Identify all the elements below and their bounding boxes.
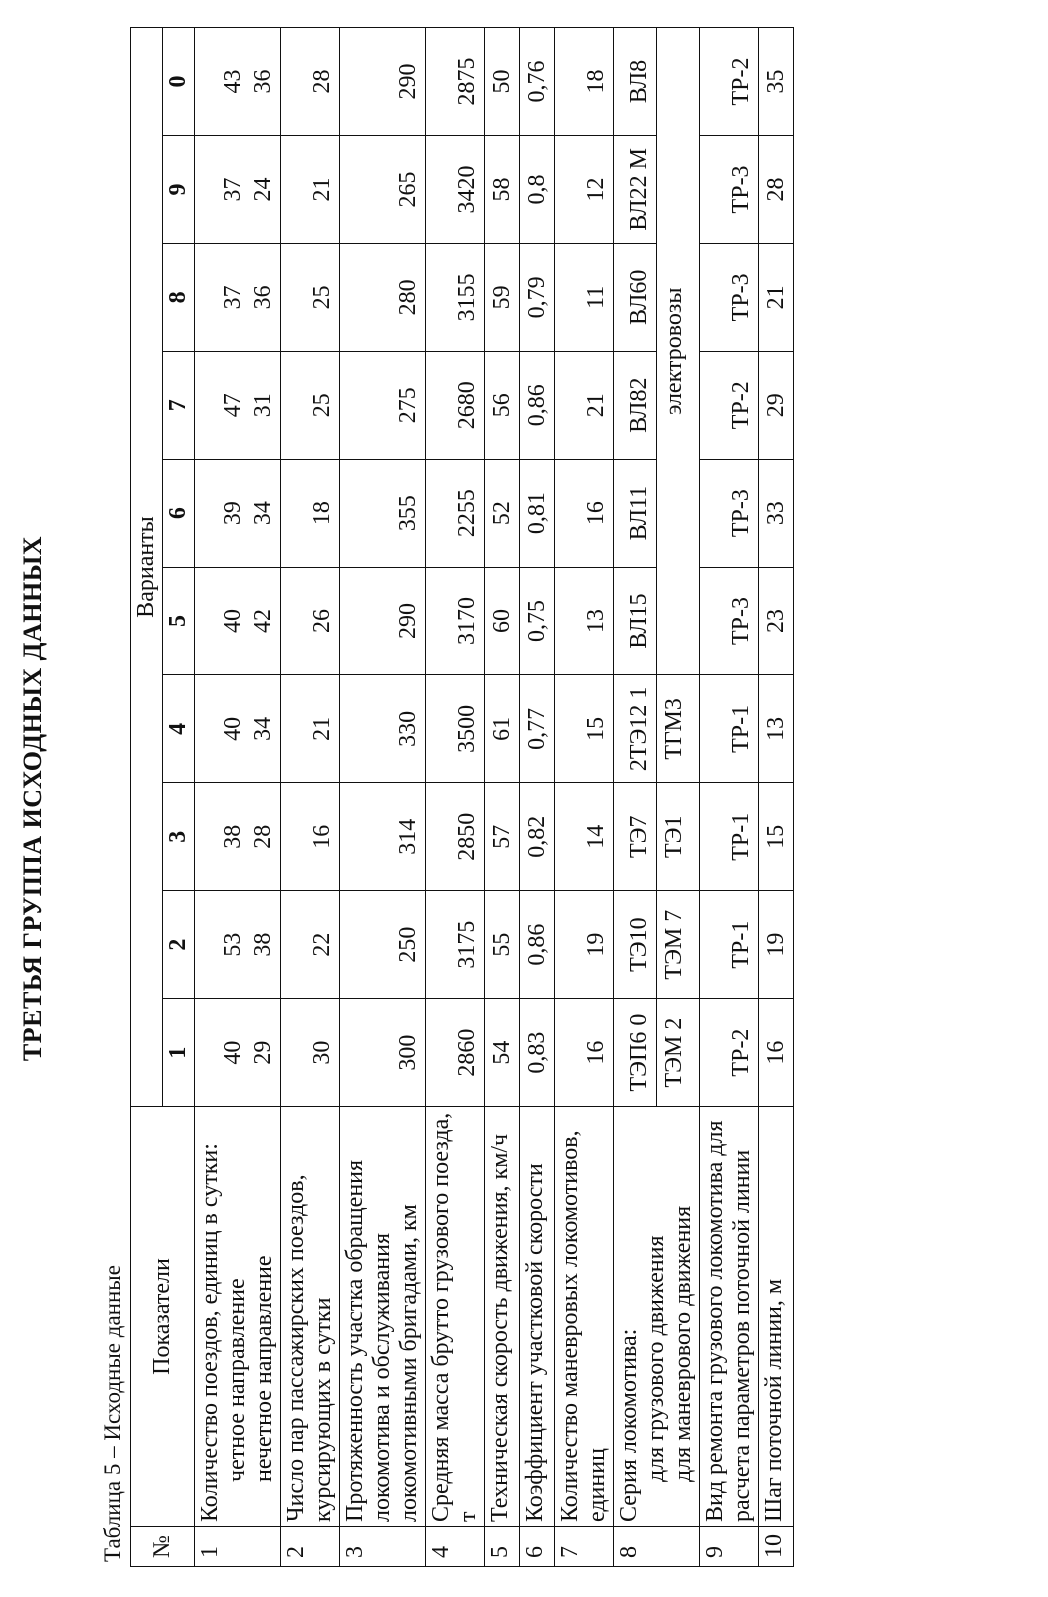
table-cell: 58: [485, 135, 520, 243]
table-cell: 2860: [426, 999, 485, 1107]
table-cell: 25: [281, 351, 340, 459]
variant-number: 1: [163, 999, 195, 1107]
table-cell: 28: [281, 28, 340, 136]
label-main: Количество поездов, единиц в сутки:: [197, 1143, 223, 1522]
cell-value: 42: [250, 609, 276, 633]
table-cell: 3170: [426, 567, 485, 675]
cell-value: 36: [250, 285, 276, 310]
label-sub: четное направление: [224, 1278, 250, 1482]
label-sub: для грузового движения: [643, 1235, 669, 1482]
table-cell: 3175: [426, 891, 485, 999]
row-number: 9: [700, 1527, 759, 1567]
table-cell: 28: [759, 135, 794, 243]
row-number: 7: [555, 1527, 614, 1567]
cell-value: 36: [250, 69, 276, 94]
row-number: 1: [195, 1527, 281, 1567]
cell-shunting-loco: ТЭМ 7: [657, 891, 700, 999]
table-cell: ТР-3: [700, 243, 759, 351]
row-label: [614, 1107, 700, 1527]
table-row: [555, 28, 614, 1567]
table-cell: [195, 783, 281, 891]
table-row: [520, 28, 555, 1567]
table-row: [340, 28, 426, 1567]
table-cell: [195, 135, 281, 243]
variant-number: 4: [163, 675, 195, 783]
variant-number: 6: [163, 459, 195, 567]
row-number: 10: [759, 1527, 794, 1567]
table-cell: 15: [759, 783, 794, 891]
table-cell: 330: [340, 675, 426, 783]
table-cell: [195, 567, 281, 675]
table-cell: ТР-3: [700, 459, 759, 567]
row-number: 8: [614, 1527, 700, 1567]
table-cell: 50: [485, 28, 520, 136]
table-cell: 33: [759, 459, 794, 567]
table-cell: 22: [281, 891, 340, 999]
table-cell: 290: [340, 567, 426, 675]
cell-value: 28: [250, 824, 276, 849]
table-cell: 0,86: [520, 351, 555, 459]
cell-value: 38: [220, 824, 246, 849]
cell-freight-loco: ВЛ15: [614, 567, 657, 675]
table-cell: 57: [485, 783, 520, 891]
cell-value: 29: [250, 1040, 276, 1065]
table-cell: 275: [340, 351, 426, 459]
data-table: [130, 27, 794, 1567]
cell-value: 47: [220, 393, 246, 418]
table-caption: Таблица 5 – Исходные данные: [100, 1265, 125, 1562]
table-cell: 0,83: [520, 999, 555, 1107]
table-cell: 60: [485, 567, 520, 675]
label-main: Число пар пассажирских поездов, курсирующих в сутки: [283, 1174, 336, 1522]
label-main: Протяженность участка обращения локомотива и обслуживания локомотивными бригадами, км: [342, 1159, 422, 1522]
cell-freight-loco: ТЭП6 0: [614, 999, 657, 1107]
table-cell: 15: [555, 675, 614, 783]
table-cell: 18: [555, 28, 614, 136]
row-number: 4: [426, 1527, 485, 1567]
table-cell: [195, 999, 281, 1107]
cell-value: 34: [250, 716, 276, 741]
variant-number: 8: [163, 243, 195, 351]
table-cell: 0,76: [520, 28, 555, 136]
table-cell: 30: [281, 999, 340, 1107]
table-cell: ТР-1: [700, 891, 759, 999]
label-main: Коэффициент участковой скорости: [522, 1163, 548, 1522]
variant-number: 5: [163, 567, 195, 675]
cell-value: 40: [220, 1040, 246, 1065]
table-cell: 0,77: [520, 675, 555, 783]
label-main: Количество маневровых локомотивов, единиц: [557, 1130, 610, 1522]
table-cell: ТР-2: [700, 999, 759, 1107]
table-cell: 19: [759, 891, 794, 999]
cell-freight-loco: 2ТЭ12 1: [614, 675, 657, 783]
variant-number: 9: [163, 135, 195, 243]
row-label: [426, 1107, 485, 1527]
table-cell: 59: [485, 243, 520, 351]
table-cell: 21: [281, 135, 340, 243]
table-row: [426, 28, 485, 1567]
row-label: [700, 1107, 759, 1527]
table-cell: 14: [555, 783, 614, 891]
table-cell: 61: [485, 675, 520, 783]
table-cell: 11: [555, 243, 614, 351]
table-cell: 18: [281, 459, 340, 567]
table-cell: 2875: [426, 28, 485, 136]
table-cell: 300: [340, 999, 426, 1107]
table-cell: ТР-1: [700, 675, 759, 783]
label-main: Шаг поточной линии, м: [761, 1278, 787, 1522]
table-cell: [195, 675, 281, 783]
table-cell: 2680: [426, 351, 485, 459]
cell-freight-loco: ВЛ82: [614, 351, 657, 459]
table-cell: 0,75: [520, 567, 555, 675]
table-cell: 29: [759, 351, 794, 459]
table-cell: 16: [555, 459, 614, 567]
table-cell: [195, 243, 281, 351]
table-cell: 13: [555, 567, 614, 675]
cell-freight-loco: ВЛ8: [614, 28, 657, 136]
table-cell: 16: [759, 999, 794, 1107]
cell-value: 53: [220, 932, 246, 957]
table-cell: 23: [759, 567, 794, 675]
row-number: 5: [485, 1527, 520, 1567]
cell-value: 40: [220, 609, 246, 633]
table-cell: 2255: [426, 459, 485, 567]
cell-value: 37: [220, 285, 246, 310]
cell-freight-loco: ВЛ22 М: [614, 135, 657, 243]
variant-number: 7: [163, 351, 195, 459]
table-cell: 25: [281, 243, 340, 351]
table-cell: 56: [485, 351, 520, 459]
row-label: [759, 1107, 794, 1527]
table-cell: 355: [340, 459, 426, 567]
table-cell: 3500: [426, 675, 485, 783]
cell-shunting-loco: ТЭМ 2: [657, 999, 700, 1107]
table-cell: 35: [759, 28, 794, 136]
cell-value: 24: [250, 177, 276, 202]
table-cell: 0,82: [520, 783, 555, 891]
table-row: [281, 28, 340, 1567]
label-main: Серия локомотива:: [616, 1328, 642, 1522]
row-label: [520, 1107, 555, 1527]
table-cell: ТР-2: [700, 351, 759, 459]
cell-freight-loco: ВЛ60: [614, 243, 657, 351]
cell-value: 31: [250, 393, 276, 418]
table-cell: 55: [485, 891, 520, 999]
label-main: Средняя масса брутто грузового поезда, т: [428, 1112, 481, 1522]
table-cell: 16: [281, 783, 340, 891]
table-cell: 250: [340, 891, 426, 999]
table-cell: [195, 351, 281, 459]
cell-freight-loco: ТЭ10: [614, 891, 657, 999]
row-number: 3: [340, 1527, 426, 1567]
table-row: [700, 28, 759, 1567]
table-cell: [195, 459, 281, 567]
variant-number: 2: [163, 891, 195, 999]
table-cell: ТР-3: [700, 567, 759, 675]
table-cell: 265: [340, 135, 426, 243]
table-cell: 52: [485, 459, 520, 567]
table-cell: 0,8: [520, 135, 555, 243]
cell-shunting-electric: электровозы: [657, 28, 700, 675]
table-cell: 290: [340, 28, 426, 136]
table-row: [759, 28, 794, 1567]
table-cell: 0,79: [520, 243, 555, 351]
table-cell: 0,81: [520, 459, 555, 567]
table-cell: 314: [340, 783, 426, 891]
label-sub: нечетное направление: [251, 1255, 277, 1482]
row-label: [340, 1107, 426, 1527]
table-cell: [195, 28, 281, 136]
cell-shunting-loco: ТЭ1: [657, 783, 700, 891]
table-row: [614, 28, 657, 1567]
variant-number: 0: [163, 28, 195, 136]
table-cell: 21: [555, 351, 614, 459]
table-cell: 16: [555, 999, 614, 1107]
label-sub: для маневрового движения: [670, 1205, 696, 1482]
cell-shunting-loco: ТГМ3: [657, 675, 700, 783]
label-main: Техническая скорость движения, км/ч: [487, 1133, 513, 1522]
table-cell: ТР-1: [700, 783, 759, 891]
header-no: №: [131, 1527, 195, 1567]
cell-value: 39: [220, 501, 246, 526]
row-number: 6: [520, 1527, 555, 1567]
table-cell: 280: [340, 243, 426, 351]
header-indicators: Показатели: [131, 1107, 195, 1527]
page-title: ТРЕТЬЯ ГРУППА ИСХОДНЫХ ДАННЫХ: [18, 535, 47, 1062]
table-row: [485, 28, 520, 1567]
table-cell: 12: [555, 135, 614, 243]
cell-freight-loco: ВЛ11: [614, 459, 657, 567]
table-cell: ТР-2: [700, 28, 759, 136]
table-cell: 3420: [426, 135, 485, 243]
table-cell: [195, 891, 281, 999]
table-cell: 3155: [426, 243, 485, 351]
table-cell: 2850: [426, 783, 485, 891]
header-row: [131, 28, 163, 1567]
cell-freight-loco: ТЭ7: [614, 783, 657, 891]
row-label: [195, 1107, 281, 1527]
cell-value: 37: [220, 177, 246, 202]
table-cell: 54: [485, 999, 520, 1107]
row-number: 2: [281, 1527, 340, 1567]
row-label: [555, 1107, 614, 1527]
table-cell: 21: [281, 675, 340, 783]
cell-value: 34: [250, 501, 276, 526]
variant-number: 3: [163, 783, 195, 891]
table-cell: ТР-3: [700, 135, 759, 243]
cell-value: 40: [220, 716, 246, 741]
table-cell: 13: [759, 675, 794, 783]
table-cell: 0,86: [520, 891, 555, 999]
table-cell: 19: [555, 891, 614, 999]
header-variants: Варианты: [131, 28, 163, 1107]
table-row: [195, 28, 281, 1567]
row-label: [281, 1107, 340, 1527]
cell-value: 38: [250, 932, 276, 957]
row-label: [485, 1107, 520, 1527]
table-cell: 26: [281, 567, 340, 675]
label-main: Вид ремонта грузового локомотива для расчета параметров поточной линии: [702, 1120, 755, 1522]
cell-value: 43: [220, 69, 246, 94]
table-cell: 21: [759, 243, 794, 351]
